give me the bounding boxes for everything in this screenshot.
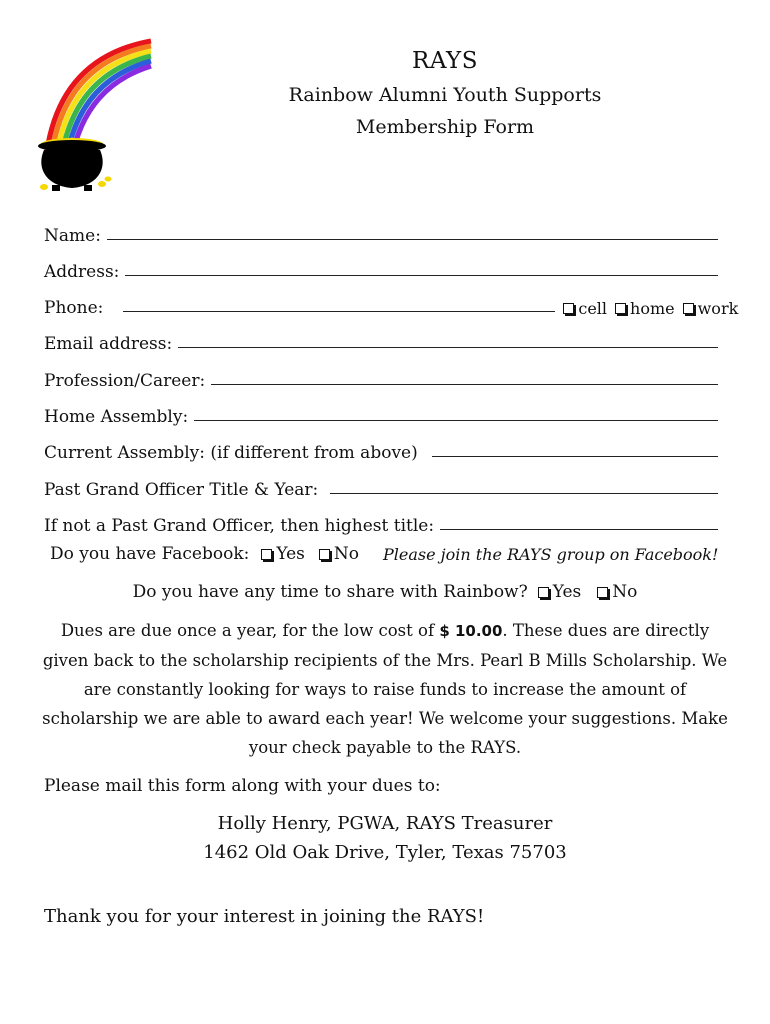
- mailing-instruction: Please mail this form along with your dues to:: [44, 776, 441, 796]
- time-share-yes-label: Yes: [552, 582, 582, 602]
- phone-option-home[interactable]: [607, 299, 675, 318]
- dues-text-before: Dues are due once a year, for the low cost of: [60, 621, 435, 640]
- facebook-no-option[interactable]: [311, 544, 359, 564]
- profession-label: Profession/Career:: [44, 371, 206, 391]
- home-checkbox[interactable]: [615, 303, 626, 314]
- email-row: [44, 328, 718, 354]
- name-row: [44, 220, 718, 246]
- organization-name: Rainbow Alumni Youth Supports: [288, 84, 602, 106]
- facebook-yes-option[interactable]: [253, 544, 305, 564]
- phone-row: [44, 292, 739, 318]
- facebook-yes-checkbox[interactable]: [261, 549, 272, 560]
- phone-option-cell[interactable]: [555, 299, 607, 318]
- address-row: [44, 256, 718, 282]
- dues-paragraph: [40, 616, 730, 762]
- time-share-question: Do you have any time to share with Rainbow?: [132, 582, 528, 602]
- time-share-row: [0, 582, 770, 602]
- address-label: Address:: [44, 262, 120, 282]
- phone-option-work[interactable]: [675, 299, 739, 318]
- cell-option-label: cell: [578, 299, 608, 318]
- facebook-invite: Please join the RAYS group on Facebook!: [383, 544, 719, 564]
- work-option-label: work: [697, 299, 739, 318]
- work-checkbox[interactable]: [683, 303, 694, 314]
- treasurer-name: Holly Henry, PGWA, RAYS Treasurer: [217, 813, 553, 834]
- profession-row: [44, 365, 718, 391]
- dues-text-after: . These dues are directly given back to the scholarship recipients of the Mrs. Pearl B Mills Scholarship. We are constantly looking for ways to raise funds to increase the amount of scholarship we are able to award each year! We welcome your suggestions. Make your check payable to the RAYS.: [42, 621, 728, 757]
- phone-label: Phone:: [44, 298, 104, 318]
- past-officer-field[interactable]: [330, 493, 718, 494]
- home-assembly-row: [44, 401, 718, 427]
- home-option-label: home: [630, 299, 675, 318]
- phone-field[interactable]: [123, 311, 555, 312]
- past-officer-label: Past Grand Officer Title & Year:: [44, 480, 319, 500]
- form-name: Membership Form: [355, 116, 535, 138]
- facebook-no-checkbox[interactable]: [319, 549, 330, 560]
- current-assembly-row: [44, 437, 718, 463]
- form-title: RAYS: [412, 48, 478, 74]
- facebook-question: Do you have Facebook:: [50, 544, 250, 564]
- current-assembly-field[interactable]: [432, 456, 718, 457]
- mailing-address: 1462 Old Oak Drive, Tyler, Texas 75703: [203, 842, 567, 863]
- time-share-no-checkbox[interactable]: [597, 587, 608, 598]
- past-officer-row: [44, 474, 718, 500]
- facebook-no-label: No: [333, 544, 360, 564]
- highest-title-label: If not a Past Grand Officer, then highest title:: [44, 516, 435, 536]
- highest-title-field[interactable]: [440, 529, 718, 530]
- current-assembly-label: Current Assembly: (if different from above): [44, 443, 418, 463]
- dues-amount: $ 10.00: [439, 622, 503, 640]
- profession-field[interactable]: [211, 384, 718, 385]
- email-label: Email address:: [44, 334, 173, 354]
- name-field[interactable]: [107, 239, 718, 240]
- highest-title-row: [44, 510, 718, 536]
- email-field[interactable]: [178, 347, 718, 348]
- pot-of-gold-icon: [38, 138, 112, 192]
- time-share-no-option[interactable]: [589, 582, 637, 602]
- cell-checkbox[interactable]: [563, 303, 574, 314]
- home-assembly-field[interactable]: [194, 420, 718, 421]
- time-share-no-label: No: [612, 582, 638, 602]
- name-label: Name:: [44, 226, 101, 246]
- facebook-yes-label: Yes: [276, 544, 305, 564]
- closing-thank-you: Thank you for your interest in joining the RAYS!: [44, 906, 485, 927]
- facebook-row: [50, 544, 718, 564]
- address-field[interactable]: [125, 275, 718, 276]
- time-share-yes-option[interactable]: [530, 582, 582, 602]
- home-assembly-label: Home Assembly:: [44, 407, 189, 427]
- time-share-yes-checkbox[interactable]: [538, 587, 549, 598]
